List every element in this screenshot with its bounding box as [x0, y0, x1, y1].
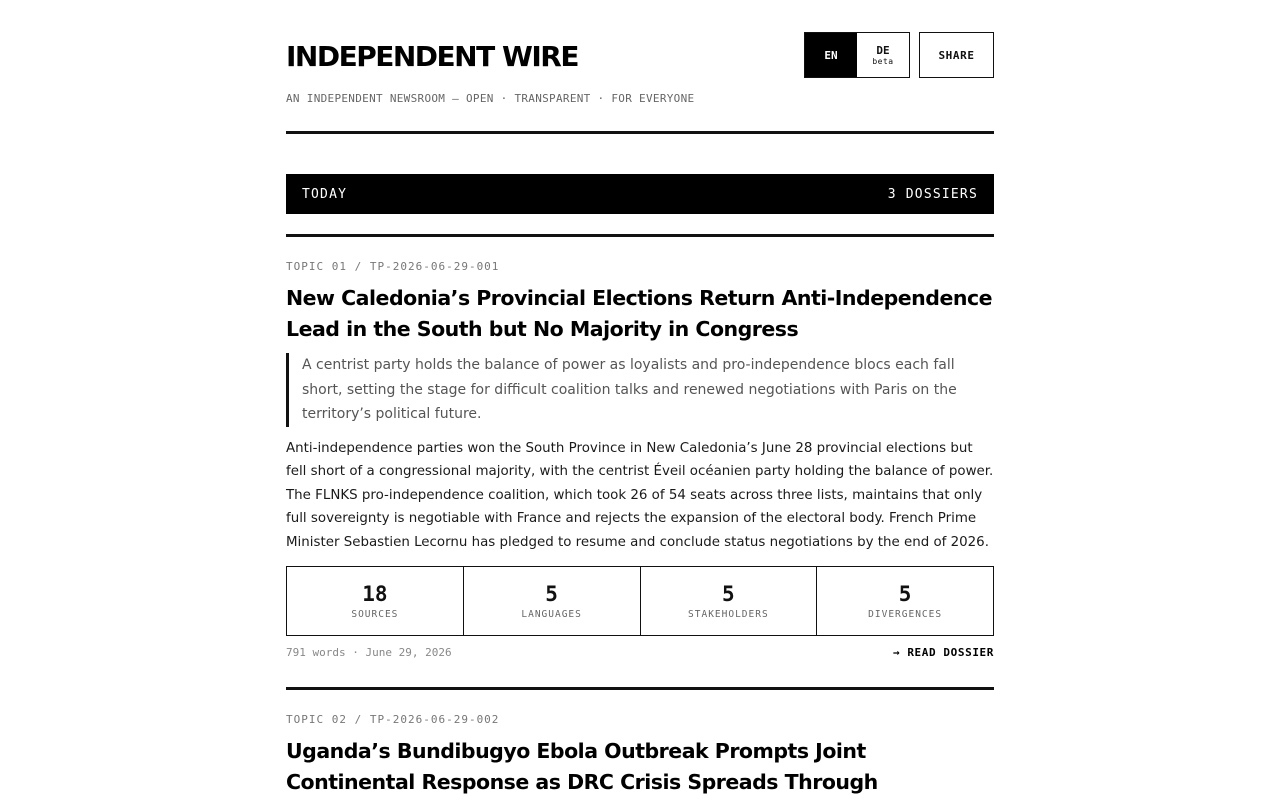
- read-dossier-link[interactable]: → READ DOSSIER: [892, 646, 994, 659]
- stat-value: 5: [898, 582, 912, 606]
- stat-sources: [287, 567, 463, 635]
- topic-stats: [286, 566, 994, 636]
- site-tagline: AN INDEPENDENT NEWSROOM — OPEN · TRANSPARENT · FOR EVERYONE: [286, 92, 695, 105]
- page: [286, 0, 994, 798]
- topic-summary: Anti-independence parties won the South Province in New Caledonia’s June 28 provincial elections but fell short of a congressional majority, with the centrist Éveil océanien party holding the balance of power. The FLNKS pro-independence coalition, which took 26 of 54 seats across three lists, maintains that only full sovereignty is negotiable with France and rejects the expansion of the electoral body. French Prime Minister Sebastien Lecornu has pledged to resume and conclude status negotiations by the end of 2026.: [286, 440, 994, 550]
- section-bar: [286, 174, 994, 214]
- language-en-button[interactable]: [805, 33, 857, 77]
- dossier-count: 3 DOSSIERS: [887, 186, 978, 202]
- masthead: [286, 0, 994, 134]
- stat-label: DIVERGENCES: [868, 609, 943, 620]
- stat-divergences: [816, 567, 993, 635]
- language-de-button[interactable]: [857, 33, 909, 77]
- site-title[interactable]: INDEPENDENT WIRE: [286, 40, 578, 73]
- stat-label: STAKEHOLDERS: [688, 609, 769, 620]
- stat-value: 18: [362, 582, 388, 606]
- topic-meta: 791 words · June 29, 2026: [286, 646, 452, 659]
- stat-value: 5: [545, 582, 558, 606]
- section-label: TODAY: [302, 186, 348, 202]
- share-button[interactable]: SHARE: [919, 32, 994, 78]
- topic-card: [286, 687, 994, 798]
- stat-value: 5: [722, 582, 735, 606]
- topic-id: TOPIC 01 / TP-2026-06-29-001: [286, 260, 500, 273]
- language-switcher: [804, 32, 910, 78]
- language-en-label: EN: [824, 48, 838, 62]
- topic-headline[interactable]: New Caledonia’s Provincial Elections Return Anti-Independence Lead in the South but No Majority in Congress: [286, 286, 993, 341]
- topic-id: TOPIC 02 / TP-2026-06-29-002: [286, 713, 500, 726]
- stat-label: SOURCES: [351, 609, 399, 620]
- topic-headline[interactable]: Uganda’s Bundibugyo Ebola Outbreak Prompts Joint Continental Response as DRC Crisis Spreads Through: [286, 739, 878, 794]
- stat-stakeholders: [640, 567, 817, 635]
- topic-card: [286, 234, 994, 659]
- stat-languages: [463, 567, 640, 635]
- beta-badge: beta: [872, 57, 894, 66]
- language-de-label: DE: [876, 44, 890, 57]
- stat-label: LANGUAGES: [521, 609, 582, 620]
- header-controls: [804, 32, 994, 78]
- topic-dek: A centrist party holds the balance of power as loyalists and pro-independence blocs each fall short, setting the stage for difficult coalition talks and renewed negotiations with Paris on the territory’s political future.: [286, 353, 994, 427]
- topic-meta-row: [286, 646, 994, 659]
